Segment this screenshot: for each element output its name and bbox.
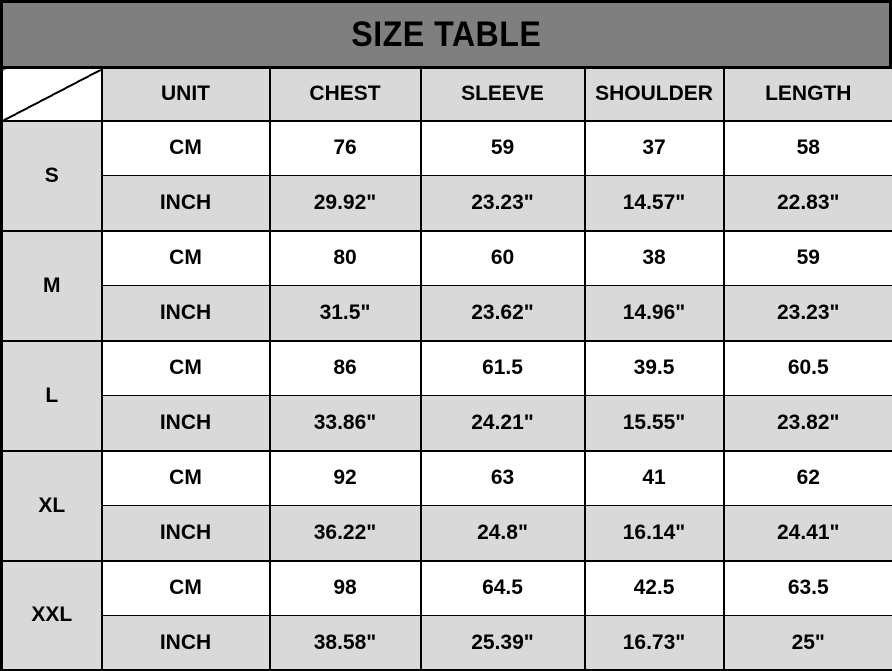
column-header-sleeve: SLEEVE bbox=[421, 68, 585, 121]
value-cell-chest: 36.22" bbox=[270, 506, 421, 561]
value-cell-sleeve: 24.21" bbox=[421, 396, 585, 451]
value-cell-sleeve: 23.23" bbox=[421, 176, 585, 231]
header-row bbox=[2, 68, 892, 121]
value-cell-shoulder: 42.5 bbox=[585, 561, 724, 616]
value-cell-length: 24.41" bbox=[724, 506, 892, 561]
value-cell-sleeve: 23.62" bbox=[421, 286, 585, 341]
value-cell-length: 23.23" bbox=[724, 286, 892, 341]
size-row-xxl-inch bbox=[2, 616, 892, 671]
column-header-unit: UNIT bbox=[102, 68, 270, 121]
size-row-s-cm bbox=[2, 121, 892, 176]
value-cell-chest: 33.86" bbox=[270, 396, 421, 451]
size-label-xxl: XXL bbox=[2, 561, 102, 671]
value-cell-shoulder: 41 bbox=[585, 451, 724, 506]
value-cell-sleeve: 25.39" bbox=[421, 616, 585, 671]
value-cell-chest: 86 bbox=[270, 341, 421, 396]
size-row-xl-cm bbox=[2, 451, 892, 506]
diagonal-corner-cell bbox=[2, 68, 102, 121]
value-cell-length: 62 bbox=[724, 451, 892, 506]
size-table-banner bbox=[0, 0, 892, 66]
unit-cell: INCH bbox=[102, 506, 270, 561]
unit-cell: INCH bbox=[102, 176, 270, 231]
unit-cell: CM bbox=[102, 121, 270, 176]
value-cell-sleeve: 24.8" bbox=[421, 506, 585, 561]
value-cell-length: 58 bbox=[724, 121, 892, 176]
unit-cell: INCH bbox=[102, 616, 270, 671]
value-cell-shoulder: 38 bbox=[585, 231, 724, 286]
column-header-chest: CHEST bbox=[270, 68, 421, 121]
size-row-l-inch bbox=[2, 396, 892, 451]
value-cell-chest: 38.58" bbox=[270, 616, 421, 671]
value-cell-shoulder: 37 bbox=[585, 121, 724, 176]
value-cell-chest: 92 bbox=[270, 451, 421, 506]
value-cell-chest: 76 bbox=[270, 121, 421, 176]
value-cell-sleeve: 60 bbox=[421, 231, 585, 286]
column-header-length: LENGTH bbox=[724, 68, 892, 121]
unit-cell: CM bbox=[102, 231, 270, 286]
value-cell-chest: 29.92" bbox=[270, 176, 421, 231]
value-cell-length: 60.5 bbox=[724, 341, 892, 396]
value-cell-sleeve: 64.5 bbox=[421, 561, 585, 616]
value-cell-chest: 98 bbox=[270, 561, 421, 616]
size-label-s: S bbox=[2, 121, 102, 231]
size-label-xl: XL bbox=[2, 451, 102, 561]
value-cell-length: 59 bbox=[724, 231, 892, 286]
size-label-m: M bbox=[2, 231, 102, 341]
value-cell-length: 25" bbox=[724, 616, 892, 671]
value-cell-chest: 80 bbox=[270, 231, 421, 286]
value-cell-chest: 31.5" bbox=[270, 286, 421, 341]
value-cell-shoulder: 14.96" bbox=[585, 286, 724, 341]
value-cell-sleeve: 61.5 bbox=[421, 341, 585, 396]
table-header bbox=[2, 68, 892, 121]
value-cell-shoulder: 39.5 bbox=[585, 341, 724, 396]
column-header-shoulder: SHOULDER bbox=[585, 68, 724, 121]
unit-cell: CM bbox=[102, 341, 270, 396]
size-row-s-inch bbox=[2, 176, 892, 231]
size-row-m-inch bbox=[2, 286, 892, 341]
size-row-xxl-cm bbox=[2, 561, 892, 616]
value-cell-shoulder: 16.14" bbox=[585, 506, 724, 561]
value-cell-length: 22.83" bbox=[724, 176, 892, 231]
table-body bbox=[2, 121, 892, 671]
value-cell-sleeve: 63 bbox=[421, 451, 585, 506]
size-row-m-cm bbox=[2, 231, 892, 286]
size-table bbox=[0, 66, 892, 671]
unit-cell: INCH bbox=[102, 396, 270, 451]
unit-cell: CM bbox=[102, 561, 270, 616]
value-cell-length: 63.5 bbox=[724, 561, 892, 616]
value-cell-shoulder: 15.55" bbox=[585, 396, 724, 451]
value-cell-shoulder: 16.73" bbox=[585, 616, 724, 671]
value-cell-length: 23.82" bbox=[724, 396, 892, 451]
size-row-xl-inch bbox=[2, 506, 892, 561]
unit-cell: INCH bbox=[102, 286, 270, 341]
size-row-l-cm bbox=[2, 341, 892, 396]
unit-cell: CM bbox=[102, 451, 270, 506]
value-cell-sleeve: 59 bbox=[421, 121, 585, 176]
page-title: SIZE TABLE bbox=[350, 14, 542, 54]
value-cell-shoulder: 14.57" bbox=[585, 176, 724, 231]
size-label-l: L bbox=[2, 341, 102, 451]
